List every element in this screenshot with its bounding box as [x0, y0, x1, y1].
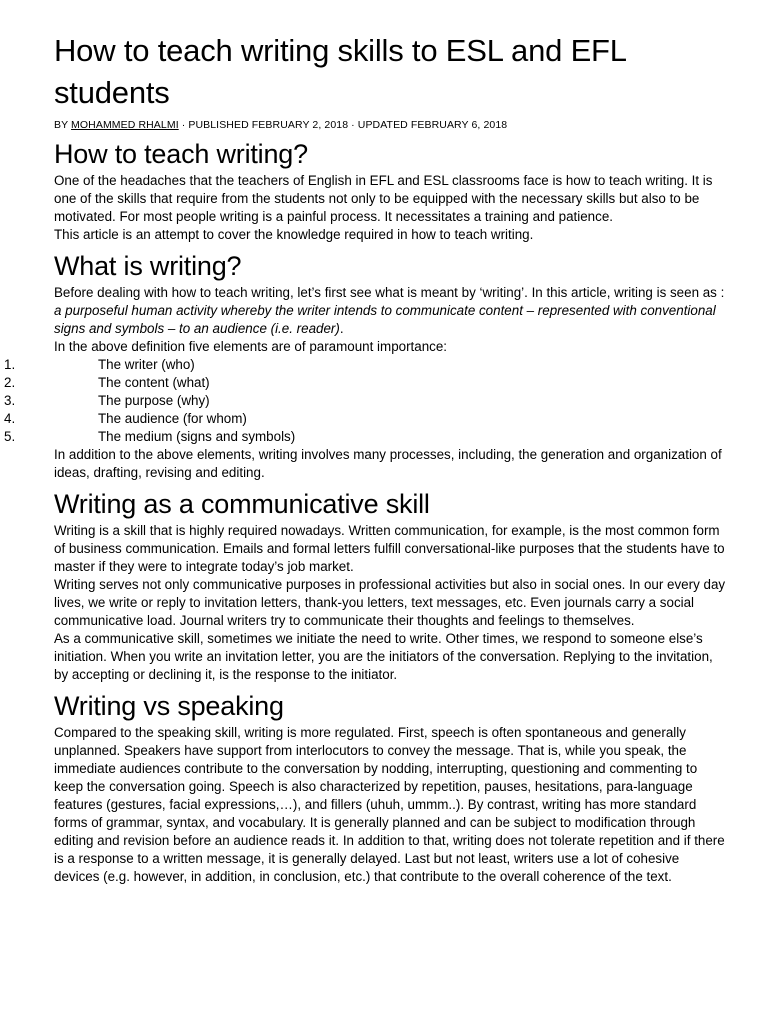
list-number: 2. — [4, 375, 16, 390]
author-link[interactable]: MOHAMMED RHALMI — [71, 119, 179, 131]
definition-text: a purposeful human activity whereby the writer intends to communicate content – represented with conventional signs and symbols – to an audience (i.e. reader) — [54, 303, 716, 336]
list-text: The content (what) — [98, 375, 210, 390]
paragraph: This article is an attempt to cover the knowledge required in how to teach writing. — [54, 227, 534, 242]
list-number: 5. — [4, 429, 16, 444]
section-heading-how-to-teach: How to teach writing? — [54, 139, 308, 169]
list-text: The purpose (why) — [98, 393, 210, 408]
list-number: 1. — [4, 357, 16, 372]
article-title: How to teach writing skills to ESL and EFL students — [54, 33, 626, 110]
list-number: 4. — [4, 411, 16, 426]
paragraph: As a communicative skill, sometimes we initiate the need to write. Other times, we respond to someone else’s initiation. When you write an invitation letter, you are the initiators of the conversation. Replying to the invitation, by accepting or declining it, is the response to the initiator. — [54, 631, 713, 682]
list-item — [4, 410, 728, 428]
list-text: The audience (for whom) — [98, 411, 247, 426]
writing-definition — [54, 302, 728, 338]
section-heading-writing-vs-speaking: Writing vs speaking — [54, 691, 284, 721]
list-item — [4, 392, 728, 410]
section-heading-what-is-writing: What is writing? — [54, 251, 242, 281]
paragraph: Before dealing with how to teach writing, let’s first see what is meant by ‘writing’. In this article, writing is seen as : — [54, 285, 725, 300]
paragraph: Writing serves not only communicative purposes in professional activities but also in social ones. In our every day lives, we write or reply to invitation letters, thank-you letters, text messages, etc. Even journals carry a social communicative load. Journal writers try to communicate their thoughts and feelings to themselves. — [54, 577, 726, 628]
paragraph: In the above definition five elements are of paramount importance: — [54, 339, 448, 354]
list-text: The writer (who) — [98, 357, 195, 372]
list-number: 3. — [4, 393, 16, 408]
byline-prefix: BY — [54, 119, 72, 131]
paragraph: Compared to the speaking skill, writing is more regulated. First, speech is often spontaneous and generally unplanned. Speakers have support from interlocutors to convey the message. That is, while you speak, the immediate audiences contribute to the conversation by nodding, interrupting, questioning and commenting to keep the conversation going. Speech is also characterized by repetition, pauses, hesitations, para-language features (gestures, facial expressions,…), and fillers (uhuh, ummm..). By contrast, writing has more standard forms of grammar, syntax, and vocabulary. It is generally planned and can be subject to modification through editing and revision before an audience reads it. In addition to that, writing does not tolerate repetition and if there is a response to a written message, it is generally delayed. Last but not least, writers use a lot of cohesive devices (e.g. however, in addition, in conclusion, etc.) that contribute to the overall coherence of the text. — [54, 725, 725, 884]
section-heading-communicative-skill: Writing as a communicative skill — [54, 489, 430, 519]
paragraph: Writing is a skill that is highly required nowadays. Written communication, for example, is the most common form of business communication. Emails and formal letters fulfill conversational-like purposes that the students have to master if they were to integrate today’s job market. — [54, 523, 725, 574]
publish-dates: · PUBLISHED FEBRUARY 2, 2018 · UPDATED FEBRUARY 6, 2018 — [178, 119, 508, 131]
list-item — [4, 374, 728, 392]
list-item — [4, 428, 728, 446]
definition-period: . — [339, 321, 344, 336]
list-text: The medium (signs and symbols) — [98, 429, 296, 444]
byline — [54, 118, 728, 132]
list-item — [4, 356, 728, 374]
paragraph: One of the headaches that the teachers of English in EFL and ESL classrooms face is how to teach writing. It is one of the skills that require from the students not only to be equipped with the necessary skills but also to be motivated. For most people writing is a painful process. It necessitates a training and patience. — [54, 173, 713, 224]
paragraph: In addition to the above elements, writing involves many processes, including, the generation and organization of ideas, drafting, revising and editing. — [54, 447, 722, 480]
elements-list — [4, 356, 728, 446]
